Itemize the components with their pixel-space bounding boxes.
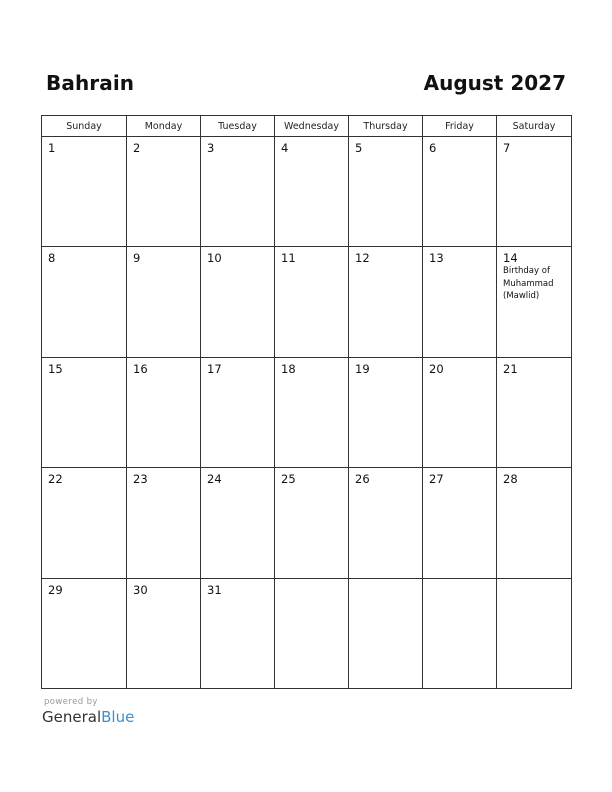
day-cell	[201, 468, 275, 578]
day-number: 15	[48, 361, 63, 376]
day-cell	[201, 247, 275, 357]
day-cell	[349, 468, 423, 578]
day-number: 7	[503, 141, 511, 155]
day-number: 3	[207, 141, 215, 155]
day-number: 25	[281, 472, 296, 487]
weekday-header: Monday	[127, 116, 201, 137]
weekday-header: Wednesday	[275, 116, 349, 137]
day-number: 9	[133, 251, 141, 266]
day-cell	[127, 468, 201, 578]
day-cell	[42, 247, 127, 357]
day-number: 10	[207, 251, 222, 266]
day-number: 6	[429, 141, 437, 155]
day-number: 28	[503, 472, 518, 487]
weekday-header: Sunday	[42, 116, 127, 137]
day-cell	[349, 578, 423, 688]
day-cell	[349, 357, 423, 467]
day-cell	[42, 468, 127, 578]
weekday-header: Tuesday	[201, 116, 275, 137]
day-number: 13	[429, 251, 444, 266]
day-number: 21	[503, 361, 518, 376]
holiday-label-line: (Mawlid)	[503, 291, 540, 302]
day-cell	[497, 468, 572, 578]
week-row	[42, 247, 572, 357]
month-title: August 2027	[423, 71, 566, 95]
day-number: 24	[207, 472, 222, 487]
day-number: 4	[281, 141, 289, 155]
day-cell	[42, 137, 127, 247]
week-row	[42, 578, 572, 688]
brand-name-general: General	[42, 708, 102, 726]
day-number: 2	[133, 141, 141, 155]
day-cell	[423, 247, 497, 357]
day-number: 30	[133, 582, 148, 597]
weekday-header-row	[42, 116, 572, 137]
day-number: 22	[48, 472, 63, 487]
day-cell	[127, 357, 201, 467]
day-number: 14	[503, 251, 518, 266]
day-cell	[423, 468, 497, 578]
day-cell	[349, 247, 423, 357]
week-row	[42, 137, 572, 247]
week-row	[42, 468, 572, 578]
day-cell	[201, 357, 275, 467]
day-cell	[497, 578, 572, 688]
day-number: 1	[48, 141, 56, 155]
day-number: 26	[355, 472, 370, 487]
day-number: 27	[429, 472, 444, 487]
day-cell	[275, 578, 349, 688]
day-cell	[497, 137, 572, 247]
day-number: 5	[355, 141, 363, 155]
holiday-label-line: Birthday of	[503, 266, 550, 277]
day-cell	[423, 137, 497, 247]
calendar-grid	[41, 115, 572, 689]
day-number: 18	[281, 361, 296, 376]
day-number: 11	[281, 251, 296, 266]
day-number: 31	[207, 582, 222, 597]
day-cell	[497, 247, 572, 357]
day-number: 17	[207, 361, 222, 376]
day-number: 16	[133, 361, 148, 376]
day-number: 29	[48, 582, 63, 597]
day-number: 12	[355, 251, 370, 266]
day-number: 19	[355, 361, 370, 376]
country-title: Bahrain	[46, 71, 135, 95]
day-cell	[497, 357, 572, 467]
brand-name-blue: Blue	[101, 708, 135, 726]
powered-by-text: powered by	[44, 697, 98, 707]
day-cell	[349, 137, 423, 247]
day-cell	[127, 247, 201, 357]
weekday-header: Thursday	[349, 116, 423, 137]
day-cell	[42, 578, 127, 688]
weekday-header: Friday	[423, 116, 497, 137]
day-cell	[275, 468, 349, 578]
day-cell	[423, 578, 497, 688]
day-cell	[127, 137, 201, 247]
day-cell	[201, 137, 275, 247]
day-number: 20	[429, 361, 444, 376]
day-cell	[275, 357, 349, 467]
holiday-label-line: Muhammad	[503, 278, 554, 289]
day-cell	[423, 357, 497, 467]
generalblue-logo[interactable]	[42, 707, 134, 727]
day-number: 23	[133, 472, 148, 487]
day-cell	[42, 357, 127, 467]
day-cell	[275, 247, 349, 357]
day-cell	[127, 578, 201, 688]
day-cell	[201, 578, 275, 688]
week-row	[42, 357, 572, 467]
day-cell	[275, 137, 349, 247]
day-number: 8	[48, 251, 56, 266]
weekday-header: Saturday	[497, 116, 572, 137]
